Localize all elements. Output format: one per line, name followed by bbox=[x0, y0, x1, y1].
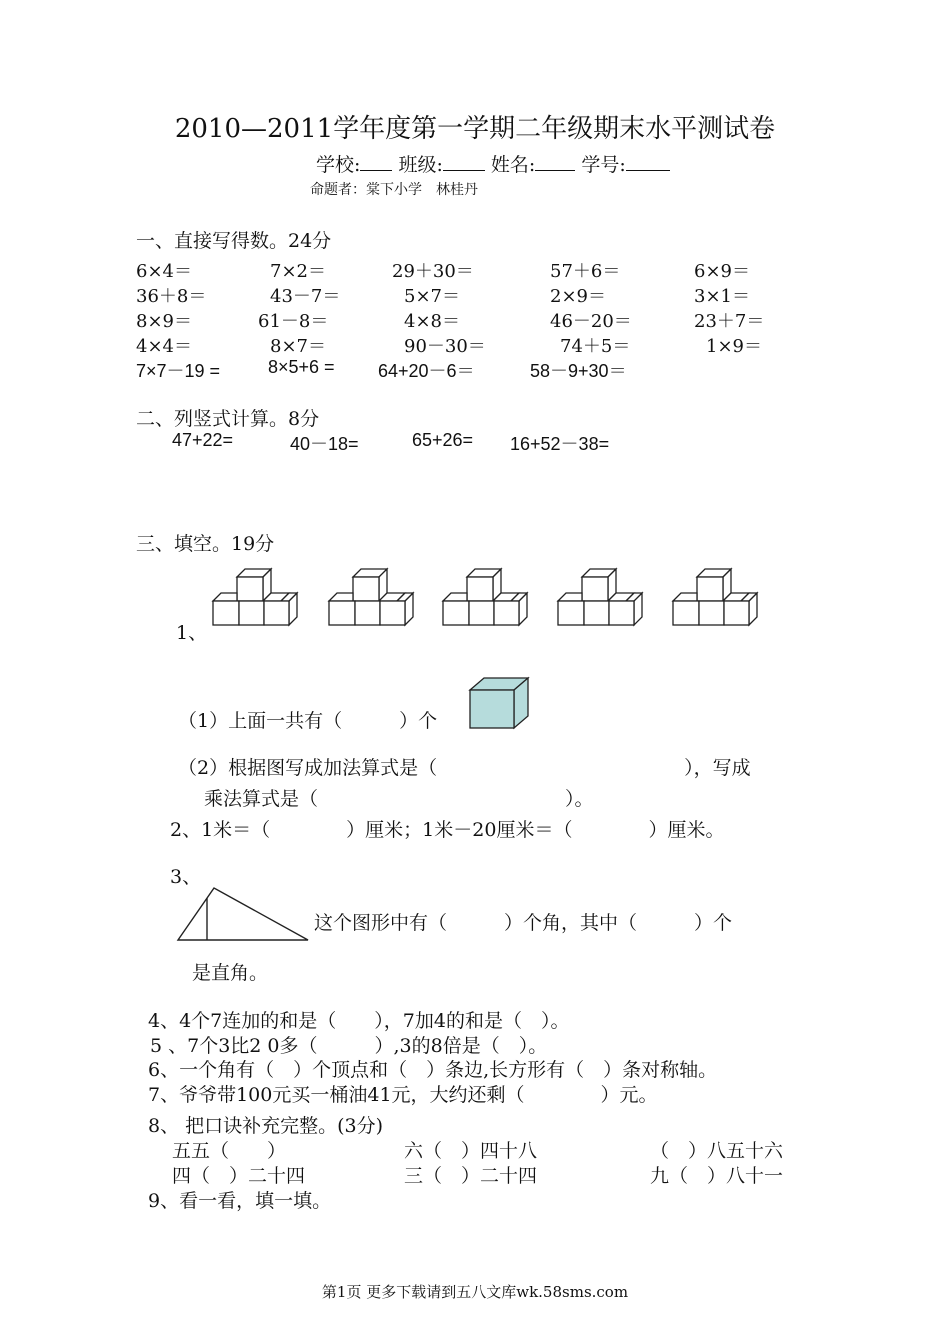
s1-r3c2: 61－8＝ bbox=[258, 311, 329, 332]
q8-r2c2: 三（ ）二十四 bbox=[404, 1165, 538, 1187]
s1-r3c3: 4×8＝ bbox=[404, 311, 460, 332]
section3-heading: 三、填空。19分 bbox=[136, 533, 275, 555]
author-line: 命题者：棠下小学 林桂丹 bbox=[310, 182, 478, 198]
s2-item-2: 40－18= bbox=[290, 434, 359, 454]
s1-r1c4: 57＋6＝ bbox=[550, 261, 621, 282]
q6-text: 6、一个角有（ ）个顶点和（ ）条边,长方形有（ ）条对称轴。 bbox=[148, 1059, 718, 1081]
cube-stack-1 bbox=[213, 569, 297, 625]
s1-mixed-1: 7×7－19 = bbox=[136, 361, 221, 381]
q3-line2: 是直角。 bbox=[192, 962, 269, 984]
name-blank bbox=[535, 152, 575, 171]
cube-stack-4 bbox=[558, 569, 642, 625]
q8-r1c2: 六（ ）四十八 bbox=[404, 1140, 538, 1162]
s1-r3c1: 8×9＝ bbox=[136, 311, 192, 332]
s2-item-4: 16+52－38= bbox=[510, 434, 610, 454]
q8-r1c1: 五五（ ） bbox=[172, 1140, 287, 1162]
s1-r1c1: 6×4＝ bbox=[136, 261, 192, 282]
cube-stack-3 bbox=[443, 569, 527, 625]
cube-stack-2 bbox=[329, 569, 413, 625]
page-footer: 第1页 更多下载请到五八文库wk.58sms.com bbox=[321, 1283, 629, 1301]
s2-item-1: 47+22= bbox=[172, 430, 234, 450]
section2-heading: 二、列竖式计算。8分 bbox=[136, 408, 320, 430]
q8-text: 8、 把口诀补充完整。(3分) bbox=[148, 1115, 384, 1137]
q1-2-line2: 乘法算式是（ ）。 bbox=[204, 788, 594, 810]
cube-stacks-figure bbox=[205, 555, 765, 635]
s1-r2c1: 36＋8＝ bbox=[136, 286, 207, 307]
single-cube-icon bbox=[468, 676, 532, 732]
q2-text: 2、1米＝（ ）厘米；1米－20厘米＝（ ）厘米。 bbox=[170, 819, 725, 841]
name-label: 姓名: bbox=[490, 154, 536, 176]
s1-mixed-2: 8×5+6 = bbox=[268, 357, 335, 377]
s1-mixed-3: 64+20－6＝ bbox=[378, 361, 475, 381]
s1-r4c3: 90－30＝ bbox=[404, 336, 486, 357]
q3-label: 3、 bbox=[170, 866, 202, 888]
q7-text: 7、爷爷带100元买一桶油41元，大约还剩（ ）元。 bbox=[148, 1084, 658, 1106]
q9-text: 9、看一看，填一填。 bbox=[148, 1190, 332, 1212]
student-info-line bbox=[316, 150, 670, 177]
q4-text: 4、4个7连加的和是（ ），7加4的和是（ ）。 bbox=[148, 1010, 570, 1032]
section1-heading: 一、直接写得数。24分 bbox=[136, 230, 332, 252]
q8-r2c3: 九（ ）八十一 bbox=[650, 1165, 784, 1187]
q1-label: 1、 bbox=[176, 622, 208, 644]
s1-mixed-4: 58－9+30＝ bbox=[530, 361, 627, 381]
s1-r1c2: 7×2＝ bbox=[270, 261, 326, 282]
s1-r4c5: 1×9＝ bbox=[706, 336, 762, 357]
q8-r1c3: （ ）八五十六 bbox=[650, 1140, 784, 1162]
number-label: 学号: bbox=[581, 154, 626, 176]
s1-r3c4: 46－20＝ bbox=[550, 311, 632, 332]
cube-stack-5 bbox=[673, 569, 757, 625]
s1-r4c2: 8×7＝ bbox=[270, 336, 326, 357]
q3-line1: 这个图形中有（ ）个角，其中（ ）个 bbox=[314, 912, 733, 934]
s1-r1c3: 29＋30＝ bbox=[392, 261, 474, 282]
q5-text: 5 、7个3比2 0多（ ）,3的8倍是（ ）。 bbox=[150, 1035, 548, 1057]
s1-r1c5: 6×9＝ bbox=[694, 261, 750, 282]
s2-item-3: 65+26= bbox=[412, 430, 474, 450]
s1-r2c5: 3×1＝ bbox=[694, 286, 750, 307]
q8-r2c1: 四（ ）二十四 bbox=[172, 1165, 306, 1187]
school-label: 学校: bbox=[316, 154, 361, 176]
q1-2-line1: （2）根据图写成加法算式是（ ），写成 bbox=[178, 757, 751, 779]
s1-r4c4: 74＋5＝ bbox=[560, 336, 631, 357]
q1-1-text: （1）上面一共有（ ）个 bbox=[178, 710, 438, 732]
s1-r2c3: 5×7＝ bbox=[404, 286, 460, 307]
s1-r4c1: 4×4＝ bbox=[136, 336, 192, 357]
s1-r2c2: 43－7＝ bbox=[270, 286, 341, 307]
s1-r2c4: 2×9＝ bbox=[550, 286, 606, 307]
class-label: 班级: bbox=[398, 154, 443, 176]
class-blank bbox=[443, 152, 485, 171]
number-blank bbox=[626, 152, 670, 171]
s1-r3c5: 23＋7＝ bbox=[694, 311, 765, 332]
page-title: 2010—2011学年度第一学期二年级期末水平测试卷 bbox=[174, 114, 776, 144]
school-blank bbox=[360, 152, 392, 171]
triangle-figure bbox=[176, 886, 312, 944]
